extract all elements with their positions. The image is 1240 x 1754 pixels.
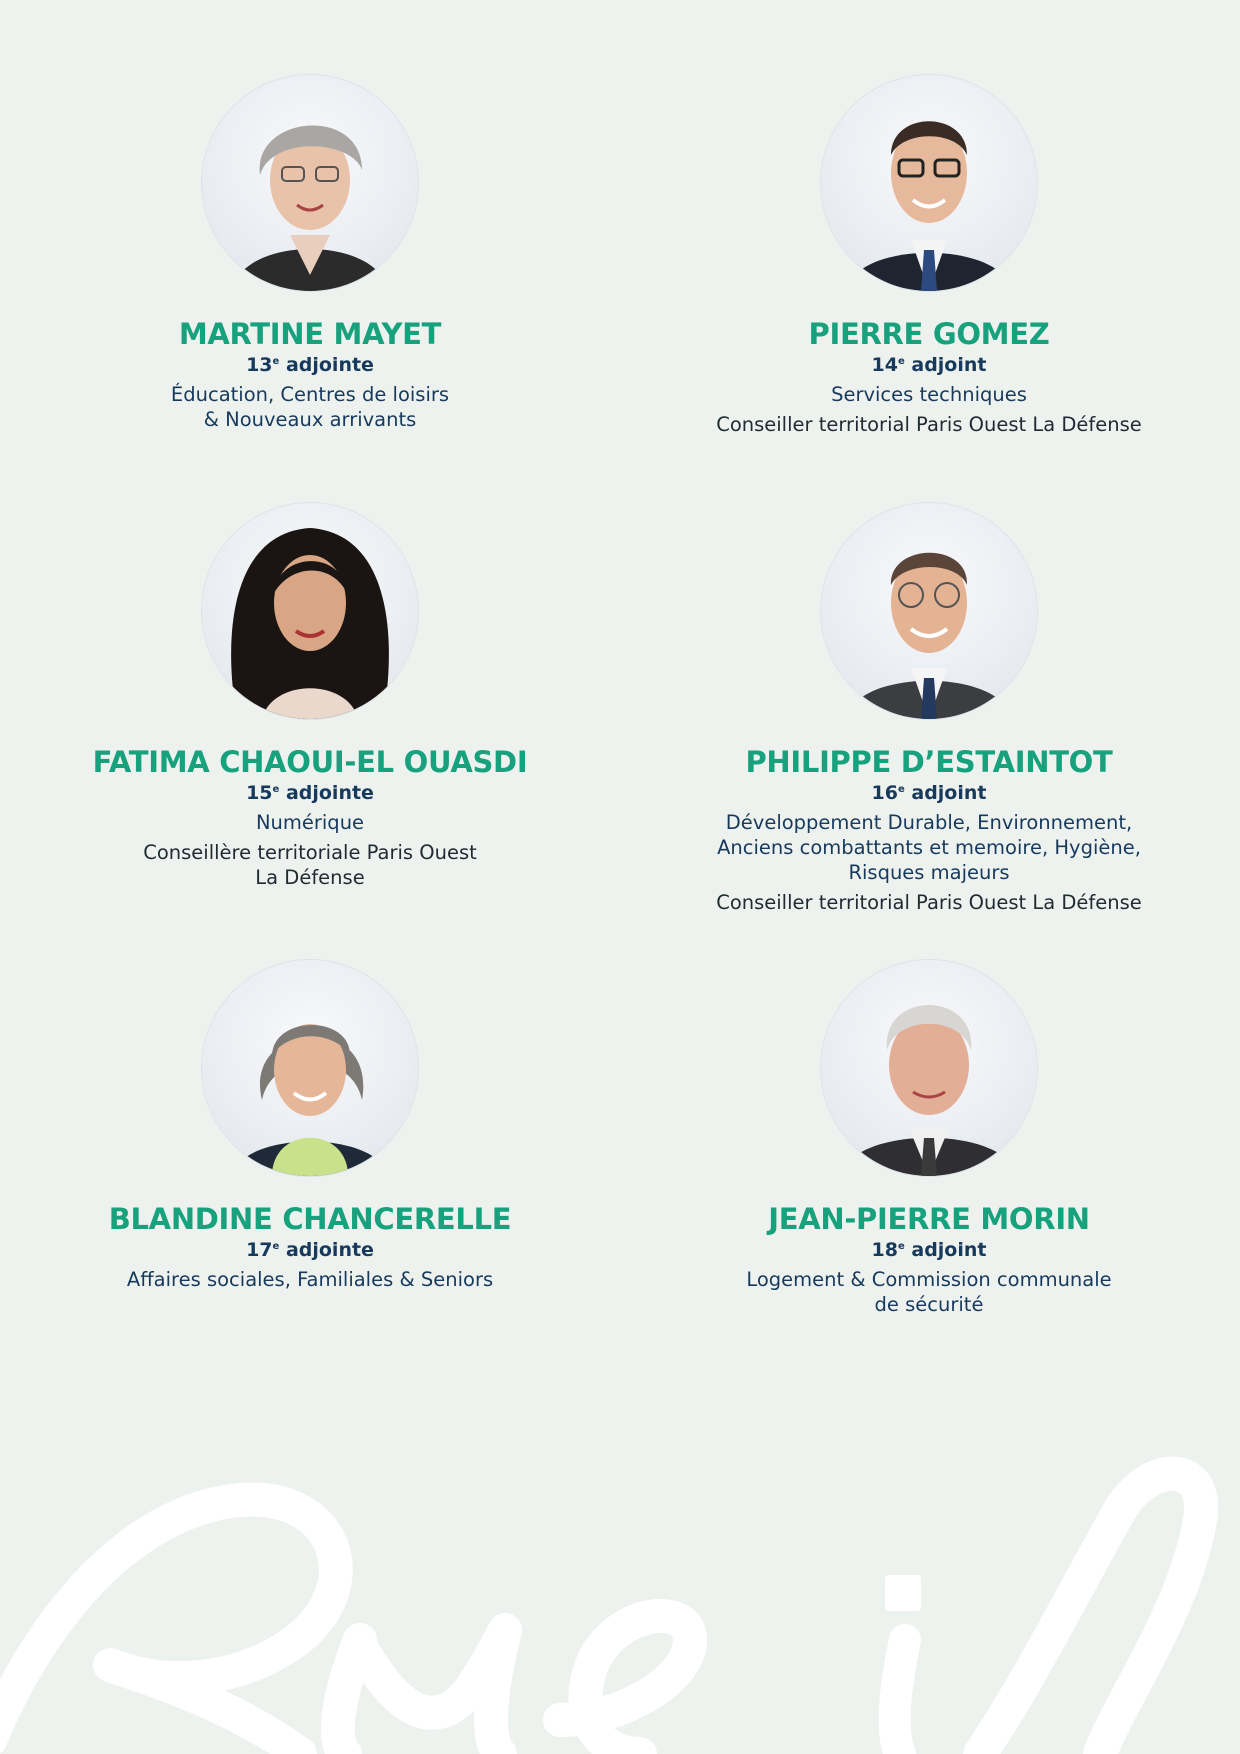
person-rank: 14e adjoint	[871, 354, 987, 376]
person-card-4	[669, 503, 1189, 915]
person-rank: 13e adjointe	[246, 354, 374, 376]
person-extra-mandate: Conseillère territoriale Paris Ouest La Défense	[143, 841, 477, 889]
person-role: Éducation, Centres de loisirs & Nouveaux arrivants	[170, 383, 450, 431]
portrait-photo	[821, 75, 1037, 291]
person-rank: 15e adjointe	[246, 782, 374, 804]
person-extra-mandate: Conseiller territorial Paris Ouest La Défense	[716, 413, 1142, 436]
person-role: Numérique	[255, 811, 365, 834]
rueil-watermark-logo	[0, 1440, 1240, 1754]
person-role: Logement & Commission communale de sécurité	[746, 1268, 1112, 1316]
portrait-illustration	[821, 503, 1037, 719]
person-role: Services techniques	[831, 383, 1027, 406]
portrait-illustration	[821, 75, 1037, 291]
portrait-photo	[821, 960, 1037, 1176]
portrait-photo	[202, 960, 418, 1176]
person-rank: 17e adjointe	[246, 1239, 374, 1261]
portrait-photo	[202, 503, 418, 719]
person-rank: 16e adjoint	[871, 782, 987, 804]
person-card-5	[50, 960, 570, 1292]
person-card-2	[669, 75, 1189, 437]
person-name: MARTINE MAYET	[178, 317, 442, 351]
person-extra-mandate: Conseiller territorial Paris Ouest La Défense	[716, 891, 1142, 914]
portrait-illustration	[202, 75, 418, 291]
person-role: Affaires sociales, Familiales & Seniors	[126, 1268, 494, 1291]
person-card-6	[669, 960, 1189, 1317]
person-name: BLANDINE CHANCERELLE	[108, 1202, 512, 1236]
person-name: PIERRE GOMEZ	[808, 317, 1050, 351]
portrait-illustration	[202, 503, 418, 719]
person-name: PHILIPPE D’ESTAINTOT	[745, 745, 1113, 779]
person-card-1	[50, 75, 570, 432]
person-card-3	[50, 503, 570, 890]
portrait-photo	[202, 75, 418, 291]
person-rank: 18e adjoint	[871, 1239, 987, 1261]
portrait-illustration	[821, 960, 1037, 1176]
portrait-photo	[821, 503, 1037, 719]
portrait-illustration	[202, 960, 418, 1176]
person-role: Développement Durable, Environnement, Anciens combattants et memoire, Hygiène, Risques majeurs	[717, 811, 1141, 884]
person-name: JEAN-PIERRE MORIN	[768, 1202, 1090, 1236]
person-name: FATIMA CHAOUI-EL OUASDI	[92, 745, 528, 779]
